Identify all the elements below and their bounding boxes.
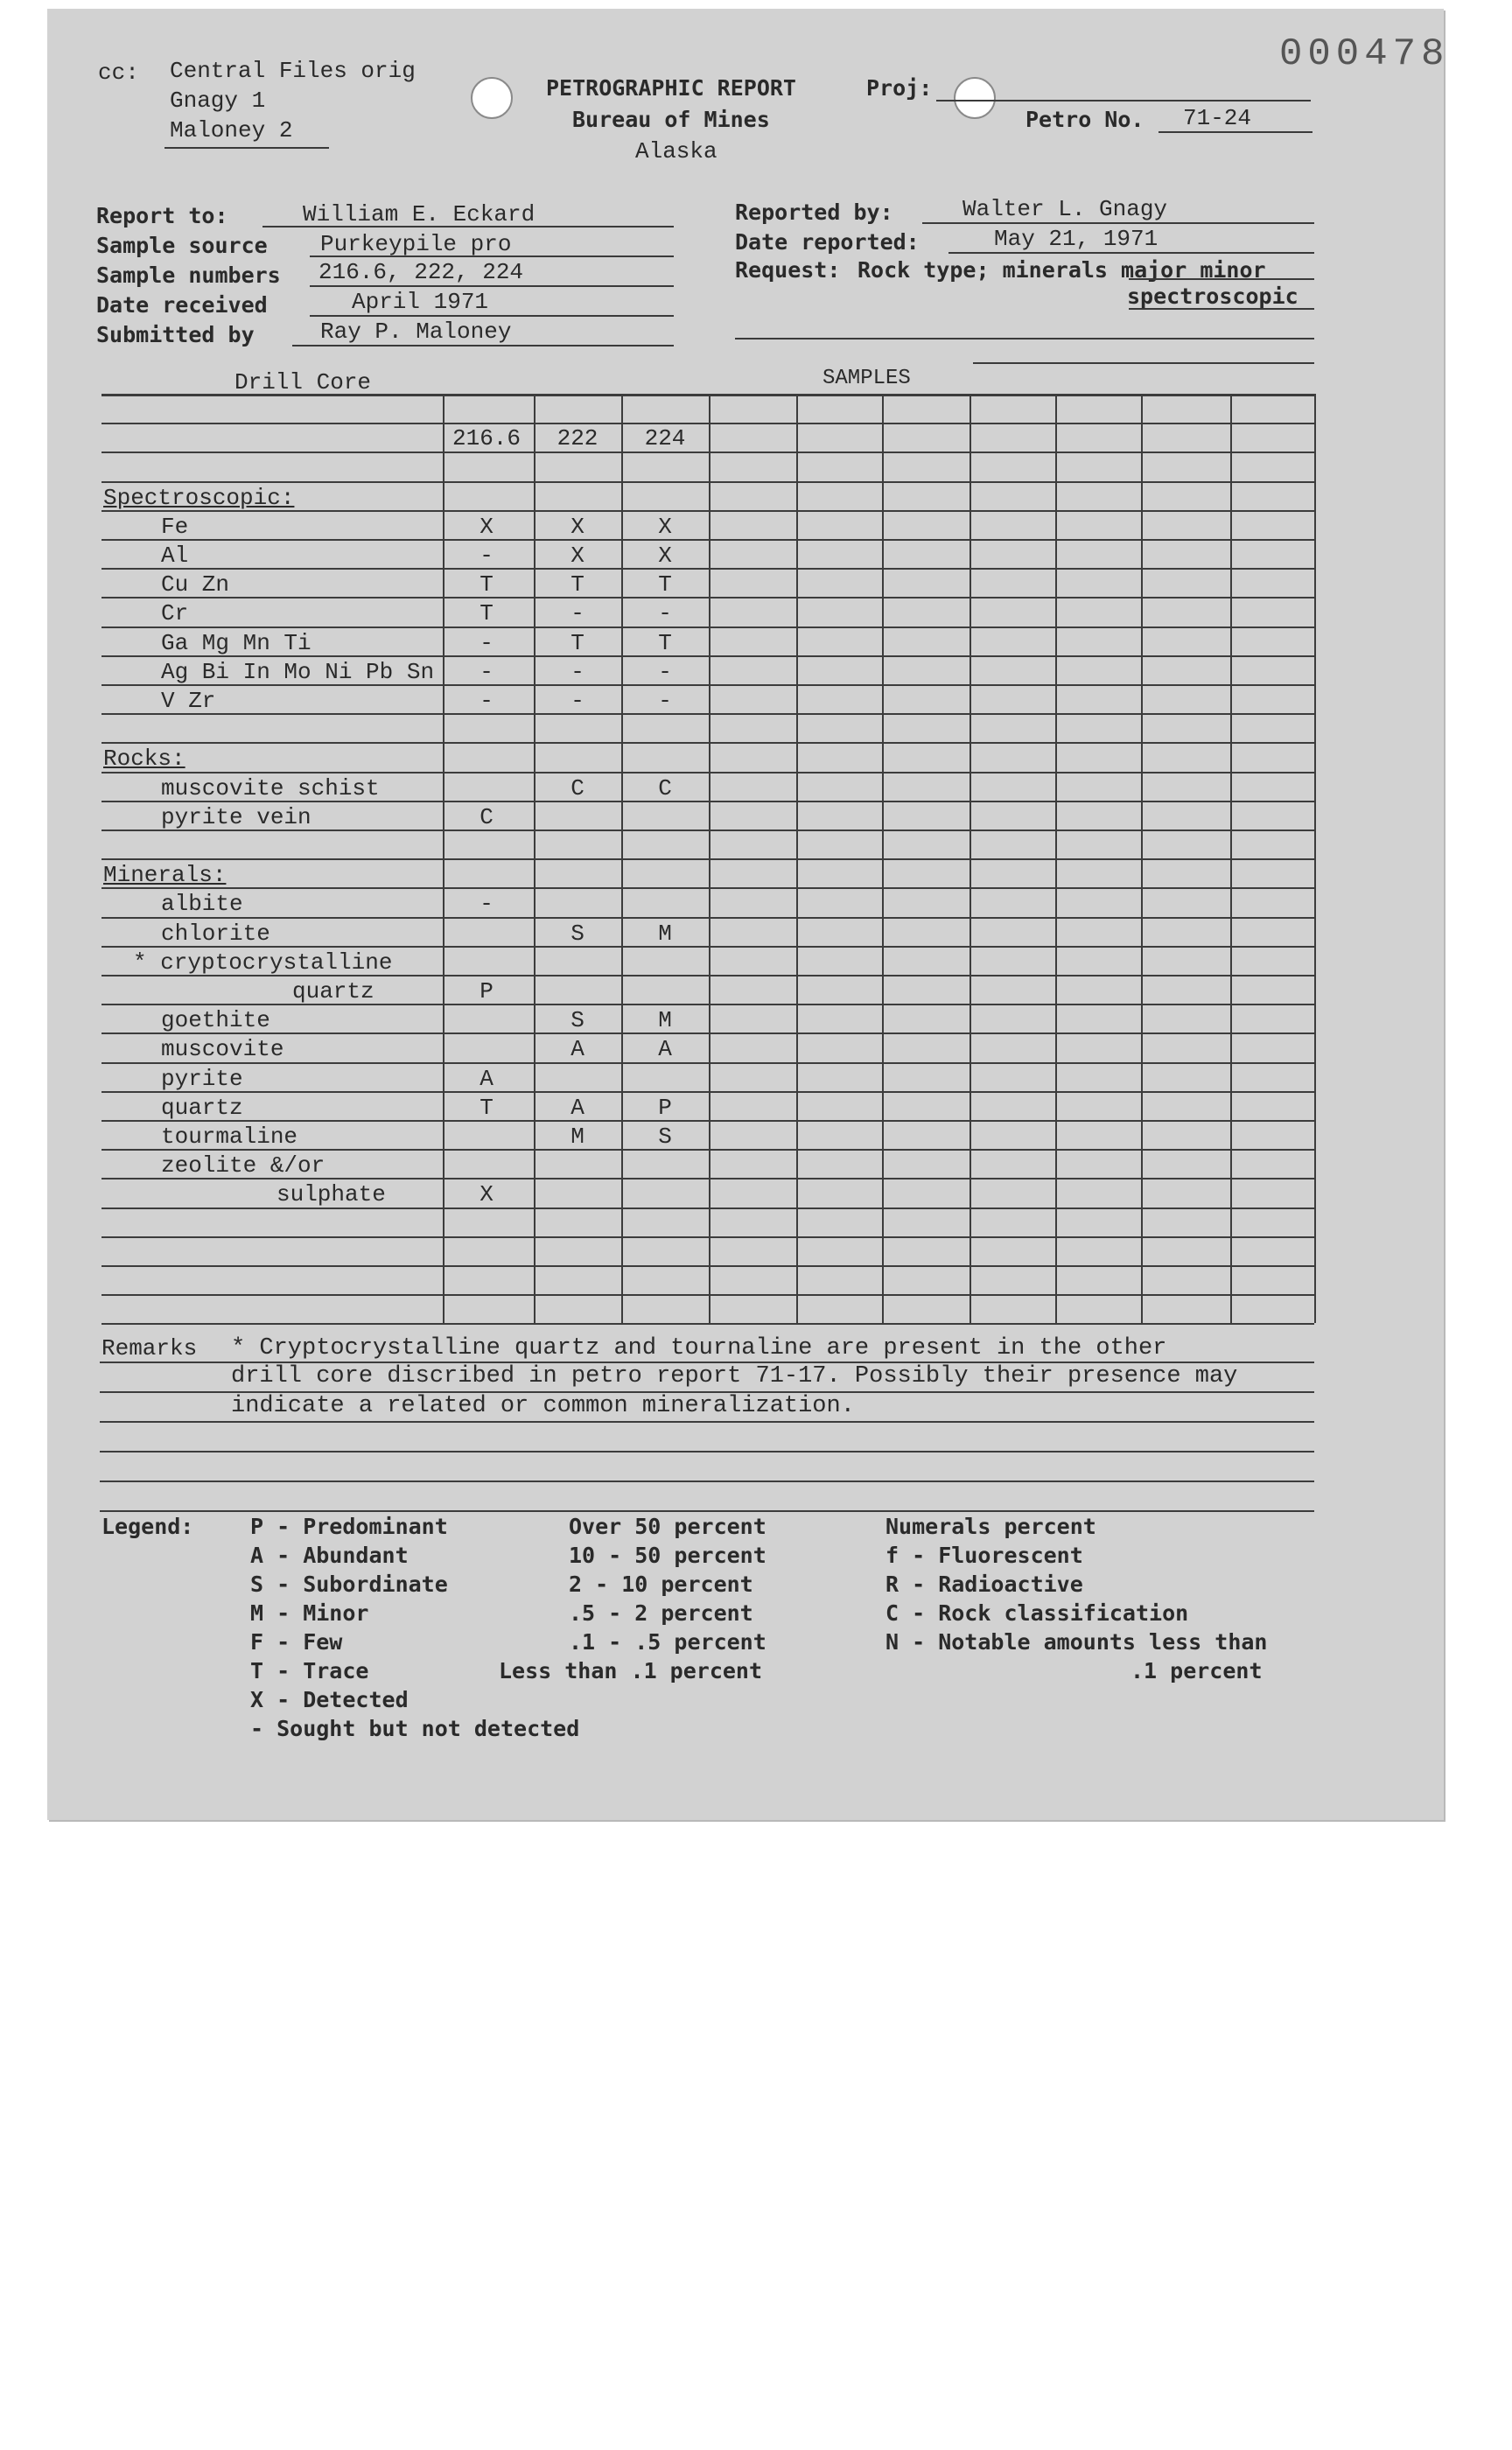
- row-rule: [102, 423, 1314, 424]
- submitted-by-value: Ray P. Maloney: [320, 318, 512, 345]
- reported-by-label: Reported by:: [735, 200, 893, 225]
- row-label: Fe: [161, 514, 189, 540]
- remarks-label: Remarks: [102, 1335, 198, 1362]
- date-received-value: April 1971: [352, 289, 489, 315]
- legend-item: 2 - 10 percent: [569, 1572, 753, 1597]
- remarks-line: [100, 1510, 1314, 1512]
- report-to-line: [262, 226, 674, 228]
- row-rule: [102, 1091, 1314, 1093]
- row-rule: [102, 1294, 1314, 1296]
- cell-value: X: [658, 542, 672, 569]
- drill-core-label: Drill Core: [234, 369, 372, 396]
- cell-value: C: [570, 775, 584, 802]
- remarks-line: [100, 1451, 1314, 1452]
- column-header-2: 222: [556, 425, 598, 452]
- cell-value: -: [480, 688, 494, 714]
- request-underline-2: [1129, 308, 1314, 310]
- row-label: pyrite: [161, 1066, 243, 1092]
- row-label: chlorite: [161, 920, 270, 947]
- submitted-by-line: [292, 345, 674, 346]
- legend-item: C - Rock classification: [886, 1600, 1189, 1626]
- cell-value: X: [480, 514, 494, 540]
- column-header-3: 224: [644, 425, 686, 452]
- row-label: muscovite: [161, 1036, 284, 1062]
- cell-value: -: [658, 600, 672, 626]
- legend-item: N - Notable amounts less than: [886, 1629, 1268, 1655]
- legend-item: S - Subordinate: [250, 1572, 448, 1597]
- legend-label: Legend:: [102, 1514, 194, 1539]
- legend-item: A - Abundant: [250, 1543, 409, 1568]
- legend-item: T - Trace: [250, 1658, 369, 1684]
- cell-value: P: [658, 1095, 672, 1121]
- legend-item: f - Fluorescent: [886, 1543, 1083, 1568]
- row-rule: [102, 1265, 1314, 1267]
- request-blank-line-1: [735, 338, 1314, 340]
- row-label: goethite: [161, 1007, 270, 1033]
- remarks-line-3: indicate a related or common mineralization.: [231, 1393, 855, 1419]
- cc-label: cc:: [98, 60, 139, 86]
- cell-value: M: [570, 1124, 584, 1150]
- report-to-value: William E. Eckard: [303, 201, 536, 228]
- section-heading: Spectroscopic:: [103, 485, 295, 511]
- cell-value: S: [658, 1124, 672, 1150]
- cell-value: -: [570, 688, 584, 714]
- remarks-line: [100, 1362, 1314, 1363]
- sample-source-line: [310, 256, 674, 257]
- sample-source-label: Sample source: [96, 233, 268, 258]
- cell-value: P: [480, 978, 494, 1004]
- report-subtitle: Bureau of Mines: [572, 107, 770, 132]
- cell-value: X: [658, 514, 672, 540]
- cell-value: T: [658, 571, 672, 598]
- sample-numbers-value: 216.6, 222, 224: [318, 259, 524, 285]
- reported-by-value: Walter L. Gnagy: [962, 196, 1168, 222]
- petro-no-label: Petro No.: [1026, 107, 1144, 132]
- row-rule: [102, 917, 1314, 919]
- cell-value: T: [480, 571, 494, 598]
- cell-value: -: [480, 542, 494, 569]
- remarks-line: [100, 1480, 1314, 1482]
- row-rule: [102, 858, 1314, 860]
- legend-item: Numerals percent: [886, 1514, 1096, 1539]
- table-top-rule: [102, 394, 1314, 396]
- row-rule: [102, 887, 1314, 889]
- legend-item: X - Detected: [250, 1687, 409, 1712]
- row-rule: [102, 1236, 1314, 1238]
- request-label: Request:: [735, 257, 841, 283]
- legend-item: M - Minor: [250, 1600, 369, 1626]
- row-rule: [102, 1004, 1314, 1005]
- legend-item: - Sought but not detected: [250, 1716, 580, 1741]
- column-rule: [1314, 394, 1316, 1323]
- legend-item: R - Radioactive: [886, 1572, 1083, 1597]
- date-reported-label: Date reported:: [735, 229, 920, 255]
- section-heading: Rocks:: [103, 746, 186, 772]
- sample-numbers-line: [310, 285, 674, 287]
- punch-hole-left: [471, 77, 513, 119]
- cell-value: -: [570, 600, 584, 626]
- cell-value: X: [480, 1181, 494, 1208]
- report-to-label: Report to:: [96, 203, 228, 228]
- cell-value: T: [570, 571, 584, 598]
- section-heading: Minerals:: [103, 862, 227, 888]
- date-reported-value: May 21, 1971: [994, 226, 1158, 252]
- remarks-line: [100, 1421, 1314, 1423]
- cell-value: T: [480, 1095, 494, 1121]
- report-title: PETROGRAPHIC REPORT: [546, 75, 796, 101]
- cell-value: -: [480, 630, 494, 656]
- cc-line-2: Gnagy 1: [170, 88, 266, 114]
- row-rule: [102, 626, 1314, 628]
- report-location: Alaska: [635, 138, 718, 164]
- cc-line-3: Maloney 2: [170, 117, 293, 144]
- cell-value: -: [658, 688, 672, 714]
- request-blank-line-2: [973, 362, 1314, 364]
- legend-item: .1 percent: [1130, 1658, 1263, 1684]
- row-rule: [102, 1323, 1314, 1325]
- cell-value: A: [570, 1095, 584, 1121]
- punch-hole-right: [954, 77, 996, 119]
- cell-value: X: [570, 542, 584, 569]
- legend-item: .1 - .5 percent: [569, 1629, 766, 1655]
- cell-value: A: [570, 1036, 584, 1062]
- row-label: zeolite &/or: [161, 1152, 326, 1179]
- row-rule: [102, 481, 1314, 483]
- row-rule: [102, 452, 1314, 453]
- cell-value: -: [480, 659, 494, 685]
- proj-line: [936, 100, 1311, 102]
- petro-no-line: [1158, 131, 1312, 133]
- request-line-1: Rock type; minerals major minor: [858, 257, 1266, 283]
- row-label: Al: [161, 542, 189, 569]
- date-received-label: Date received: [96, 292, 268, 318]
- sample-numbers-label: Sample numbers: [96, 262, 281, 288]
- legend-item: Over 50 percent: [569, 1514, 766, 1539]
- cell-value: T: [570, 630, 584, 656]
- report-sheet: [47, 9, 1450, 1820]
- cell-value: T: [480, 600, 494, 626]
- cell-value: -: [570, 659, 584, 685]
- cell-value: A: [658, 1036, 672, 1062]
- cell-value: C: [480, 804, 494, 830]
- row-label: Ga Mg Mn Ti: [161, 630, 312, 656]
- date-received-line: [310, 315, 674, 317]
- remarks-line: [100, 1391, 1314, 1393]
- row-label: quartz: [292, 978, 374, 1004]
- petro-no-value: 71-24: [1183, 105, 1252, 131]
- sample-source-value: Purkeypile pro: [320, 231, 512, 257]
- cell-value: M: [658, 1007, 672, 1033]
- row-label: albite: [161, 891, 243, 917]
- row-rule: [102, 772, 1314, 774]
- samples-label: SAMPLES: [822, 367, 911, 390]
- row-label: Cr: [161, 600, 189, 626]
- reported-by-line: [922, 222, 1314, 224]
- row-label: tourmaline: [161, 1124, 298, 1150]
- row-label: pyrite vein: [161, 804, 312, 830]
- request-line-2: spectroscopic: [1127, 284, 1298, 309]
- row-rule: [102, 1208, 1314, 1209]
- column-header-1: 216.6: [452, 425, 521, 452]
- remarks-line-2: drill core discribed in petro report 71-17. Possibly their presence may: [231, 1363, 1238, 1390]
- cell-value: S: [570, 920, 584, 947]
- row-label: muscovite schist: [161, 775, 380, 802]
- legend-item: .5 - 2 percent: [569, 1600, 753, 1626]
- cell-value: A: [480, 1066, 494, 1092]
- legend-item: 10 - 50 percent: [569, 1543, 766, 1568]
- row-label: Cu Zn: [161, 571, 230, 598]
- row-label: * cryptocrystalline: [133, 949, 393, 976]
- cell-value: T: [658, 630, 672, 656]
- cell-value: -: [658, 659, 672, 685]
- row-label: Ag Bi In Mo Ni Pb Sn: [161, 659, 435, 685]
- submitted-by-label: Submitted by: [96, 322, 255, 347]
- legend-item: F - Few: [250, 1629, 343, 1655]
- cc-line-1: Central Files orig: [170, 58, 416, 84]
- cc-underline: [164, 147, 329, 149]
- legend-item: Less than .1 percent: [499, 1658, 763, 1684]
- request-underline-1: [1129, 278, 1314, 280]
- row-rule: [102, 742, 1314, 744]
- legend-item: P - Predominant: [250, 1514, 448, 1539]
- cell-value: S: [570, 1007, 584, 1033]
- cell-value: X: [570, 514, 584, 540]
- row-rule: [102, 1062, 1314, 1064]
- row-label: sulphate: [276, 1181, 386, 1208]
- remarks-line-1: * Cryptocrystalline quartz and tournaline are present in the other: [231, 1335, 1167, 1362]
- cell-value: M: [658, 920, 672, 947]
- proj-label: Proj:: [866, 75, 933, 101]
- document-number: 000478: [1279, 32, 1450, 76]
- row-label: V Zr: [161, 688, 216, 714]
- cell-value: C: [658, 775, 672, 802]
- date-reported-line: [948, 252, 1314, 254]
- cell-value: -: [480, 891, 494, 917]
- row-label: quartz: [161, 1095, 243, 1121]
